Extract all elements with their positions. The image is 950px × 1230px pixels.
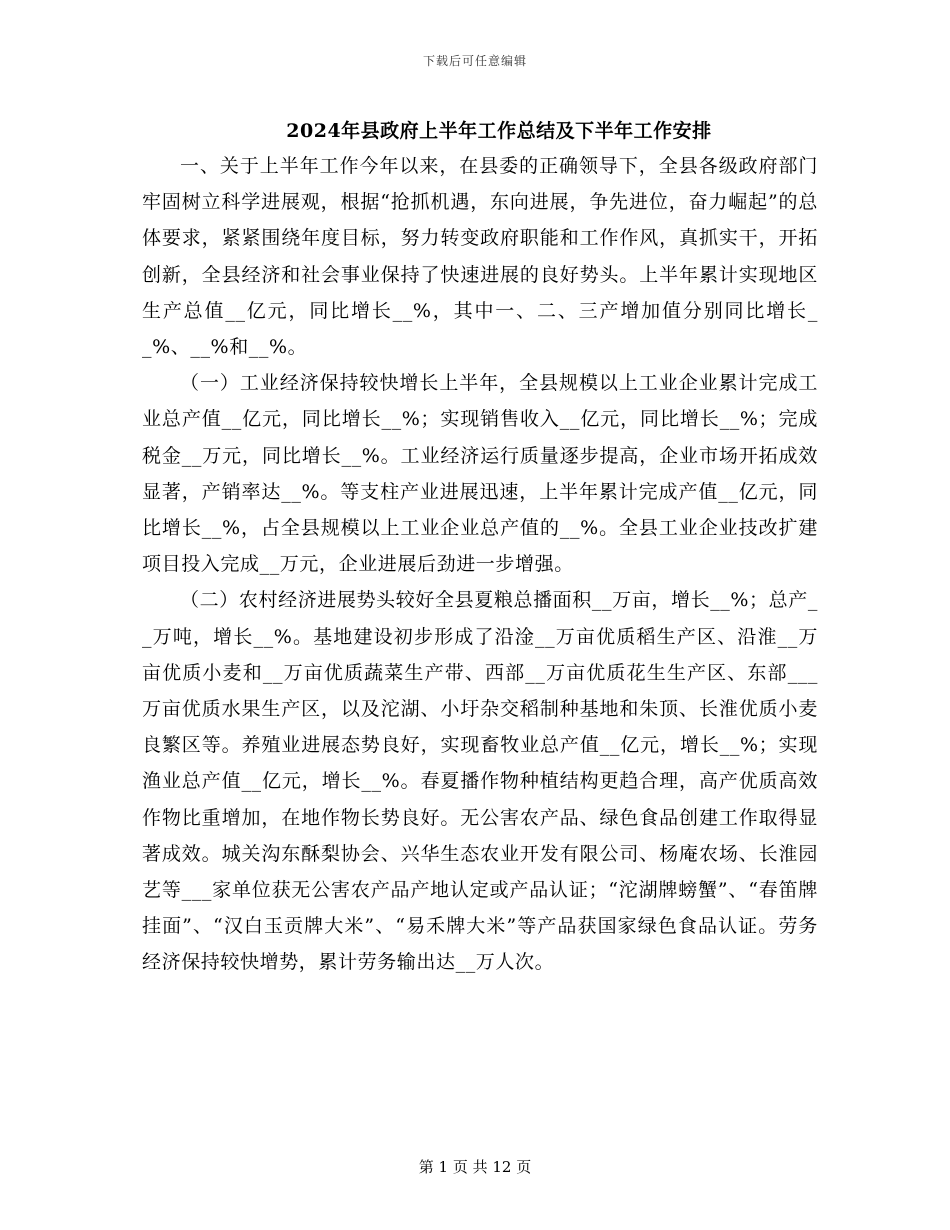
page-number: 第 1 页 共 12 页 bbox=[418, 1158, 532, 1176]
paragraph-3-agriculture: （二）农村经济进展势头较好全县夏粮总播面积__万亩，增长__%；总产__万吨，增长__%。基地建设初步形成了沿淦__万亩优质稻生产区、沿淮__万亩优质小麦和__万亩优质蔬菜生产带、西部__万亩优质花生生产区、东部___万亩优质水果生产区，以及沱湖、小圩杂交稻制种基地和朱顶、长淮优质小麦良繁区等。养殖业进展态势良好，实现畜牧业总产值__亿元，增长__%；实现渔业总产值__亿元，增长__%。春夏播作物种植结构更趋合理，高产优质高效作物比重增加，在地作物长势良好。无公害农产品、绿色食品创建工作取得显著成效。城关沟东酥梨协会、兴华生态农业开发有限公司、杨庵农场、长淮园艺等___家单位获无公害农产品产地认定或产品认证；“沱湖牌螃蟹”、“春笛牌挂面”、“汉白玉贡牌大米”、“易禾牌大米”等产品获国家绿色食品认证。劳务经济保持较快增势，累计劳务输出达__万人次。 bbox=[142, 589, 818, 974]
paragraph-2-industry: （一）工业经济保持较快增长上半年，全县规模以上工业企业累计完成工业总产值__亿元，同比增长__%；实现销售收入__亿元，同比增长__%；完成税金__万元，同比增长__%。工业经济运行质量逐步提高，企业市场开拓成效显著，产销率达__%。等支柱产业进展迅速，上半年累计完成产值__亿元，同比增长__%，占全县规模以上工业企业总产值的__%。全县工业企业技改扩建项目投入完成__万元，企业进展后劲进一步增强。 bbox=[142, 372, 818, 576]
header-note: 下载后可任意编辑 bbox=[422, 54, 527, 68]
paragraph-1-summary: 一、关于上半年工作今年以来，在县委的正确领导下，全县各级政府部门牢固树立科学进展观，根据“抢抓机遇，东向进展，争先进位，奋力崛起”的总体要求，紧紧围绕年度目标，努力转变政府职能和工作作风，真抓实干，开拓创新，全县经济和社会事业保持了快速进展的良好势头。上半年累计实现地区生产总值__亿元，同比增长__%，其中一、二、三产增加值分别同比增长__%、__%和__%。 bbox=[142, 155, 818, 359]
document-title: 2024年县政府上半年工作总结及下半年工作安排 bbox=[286, 120, 712, 142]
document-body bbox=[142, 148, 818, 981]
